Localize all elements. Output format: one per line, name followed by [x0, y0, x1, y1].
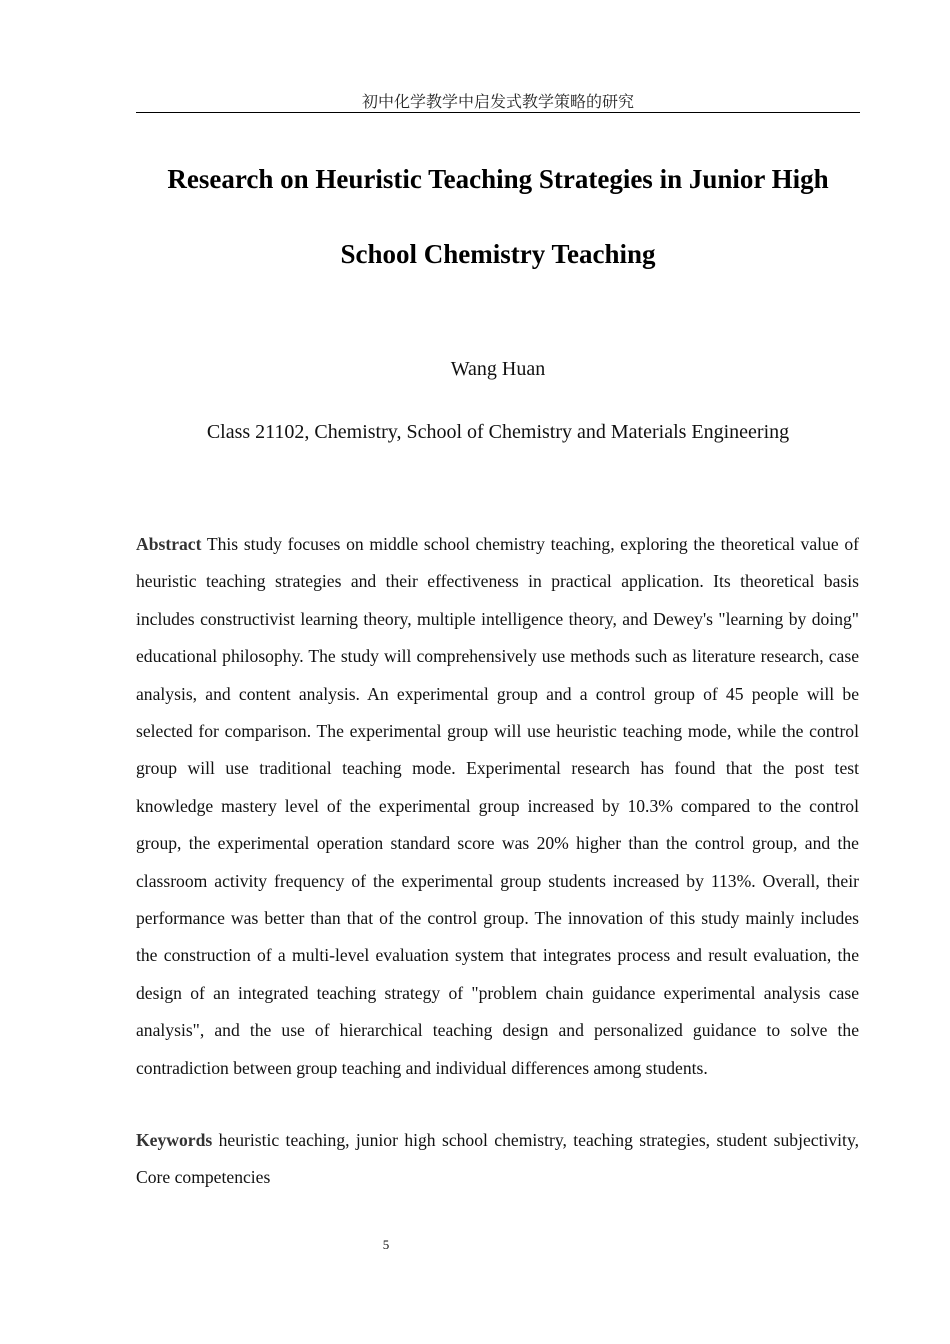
author-name: Wang Huan — [450, 358, 546, 380]
paper-title-line-1: Research on Heuristic Teaching Strategies in Junior High — [167, 164, 829, 194]
abstract-text: This study focuses on middle school chemistry teaching, exploring the theoretical value of heuristic teaching strategies and their effectiveness in practical application. Its theoretical basis includes constructivist learning theory, multiple intelligence theory, and Dewey's "learning by doing" educational philosophy. The study will comprehensively use methods such as literature research, case analysis, and content analysis. An experimental group and a control group of 45 people will be selected for comparison. The experimental group will use heuristic teaching mode, while the control group will use traditional teaching mode. Experimental research has found that the post test knowledge mastery level of the experimental group increased by 10.3% compared to the control group, the experimental operation standard score was 20% higher than the control group, and the classroom activity frequency of the experimental group students increased by 113%. Overall, their performance was better than that of the control group. The innovation of this study mainly includes the construction of a multi-level evaluation system that integrates process and result evaluation, the design of an integrated teaching strategy of "problem chain guidance experimental analysis case analysis", and the use of hierarchical teaching design and personalized guidance to solve the contradiction between group teaching and individual differences among students. — [136, 534, 859, 1078]
header-rule — [136, 112, 860, 113]
abstract-label: Abstract — [136, 534, 202, 554]
keywords-paragraph — [136, 1122, 859, 1197]
paper-title — [136, 142, 860, 292]
keywords-label: Keywords — [136, 1130, 213, 1150]
running-header: 初中化学教学中启发式教学策略的研究 — [361, 92, 634, 111]
keywords-text: heuristic teaching, junior high school chemistry, teaching strategies, student subjectivity, Core competencies — [136, 1130, 859, 1188]
abstract-paragraph — [136, 526, 859, 1087]
author-affiliation: Class 21102, Chemistry, School of Chemistry and Materials Engineering — [206, 421, 790, 443]
paper-title-line-2: School Chemistry Teaching — [340, 239, 656, 269]
page-number: 5 — [382, 1237, 390, 1252]
